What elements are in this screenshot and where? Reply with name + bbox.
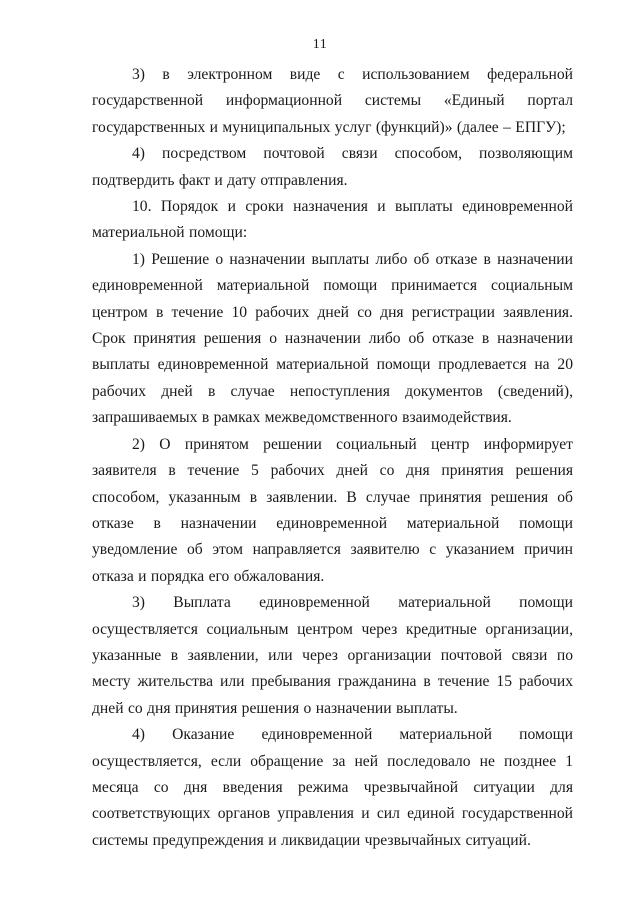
paragraph-10-4-eligibility: 4) Оказание единовременной материальной помощи осуществляется, если обращение за ней последовало не позднее 1 месяца со дня введения режима чрезвычайной ситуации для соответствующих органов управления и сил единой государственной системы предупреждения и ликвидации чрезвычайных ситуаций. (92, 726, 573, 849)
paragraph-section-10-heading: 10. Порядок и сроки назначения и выплаты единовременной материальной помощи: (92, 198, 573, 242)
paragraph-10-2-notification: 2) О принятом решении социальный центр информирует заявителя в течение 5 рабочих дней со дня принятия решения способом, указанным в заявлении. В случае принятия решения об отказе в назначении единовременной материальной помощи уведомление об этом направляется заявителю с указанием причин отказа и порядка его обжалования. (92, 435, 573, 585)
page-number: 11 (312, 37, 328, 52)
paragraph-item-4-postal: 4) посредством почтовой связи способом, позволяющим подтвердить факт и дату отправления. (92, 145, 573, 189)
paragraph-10-1-decision: 1) Решение о назначении выплаты либо об отказе в назначении единовременной материальной помощи принимается социальным центром в течение 10 рабочих дней со дня регистрации заявления. Срок принятия решения о назначении либо об отказе в назначении выплаты единовременной материальной помощи продлевается на 20 рабочих дней в случае непоступления документов (сведений), запрашиваемых в рамках межведомственного взаимодействия. (92, 250, 573, 427)
paragraph-10-3-payment: 3) Выплата единовременной материальной помощи осуществляется социальным центром через кредитные организации, указанные в заявлении, или через организации почтовой связи по месту жительства или пребывания гражданина в течение 15 рабочих дней со дня принятия решения о назначении выплаты. (92, 594, 573, 717)
document-body (92, 62, 573, 854)
paragraph-item-3-epgu: 3) в электронном виде с использованием федеральной государственной информационной системы «Единый портал государственных и муниципальных услуг (функций)» (далее – ЕПГУ); (92, 66, 573, 136)
